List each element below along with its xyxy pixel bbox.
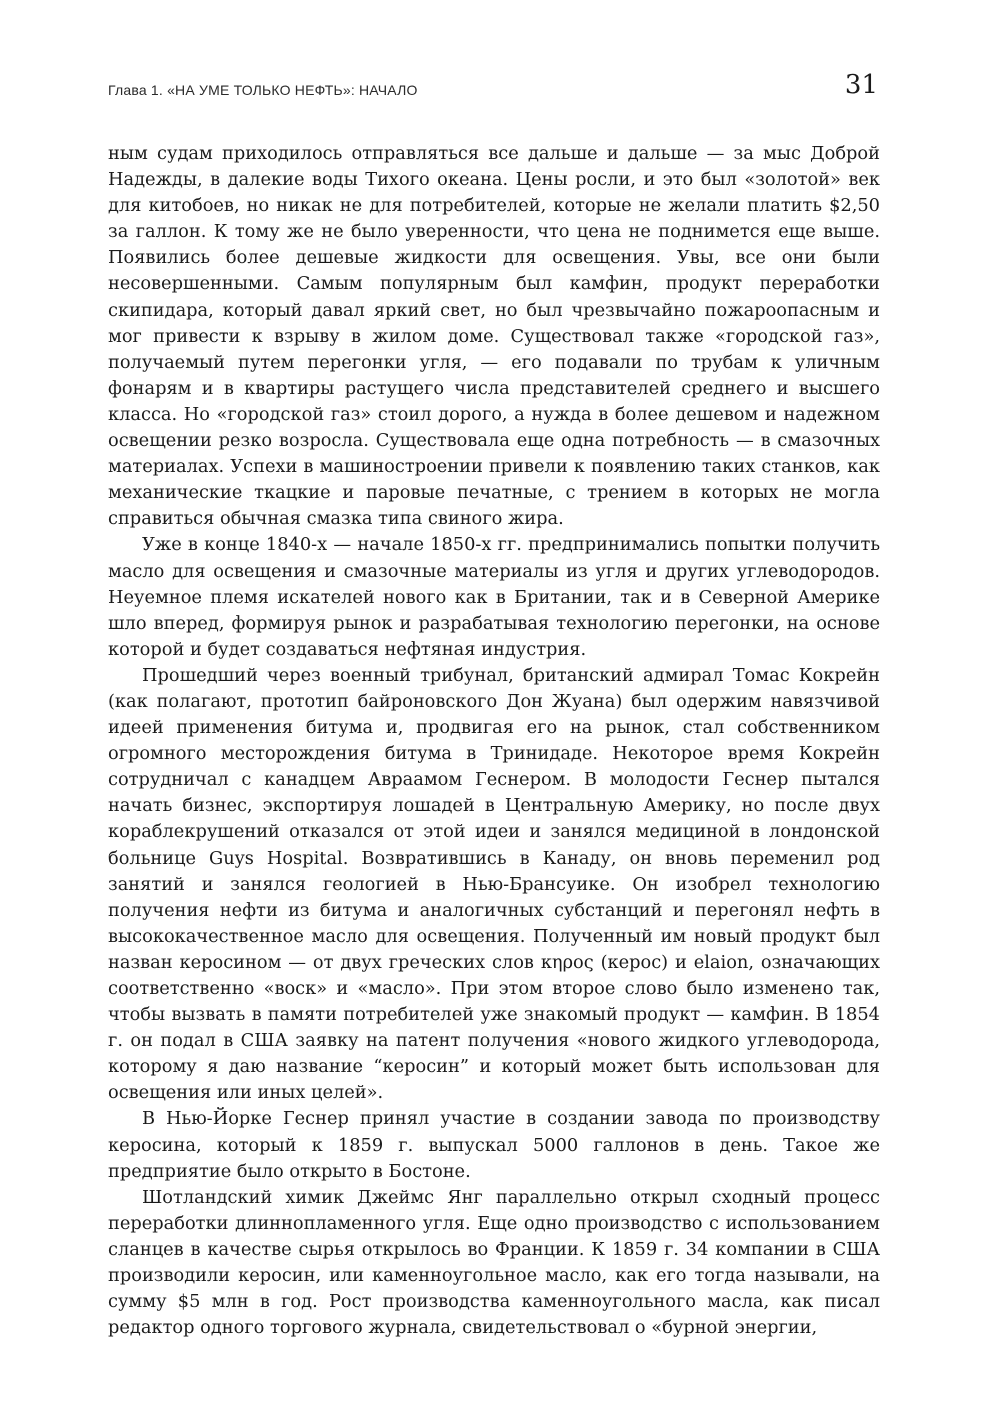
paragraph-3: Прошедший через военный трибунал, британский адмирал Томас Кокрейн (как полагают, прототип байроновского Дон Жуана) был одержим навязчивой идеей применения битума и, продвигая его на рынок, стал собственником огромного месторождения битума в Тринидаде. Некоторое время Кокрейн сотрудничал с канадцем Авраамом Геснером. В молодости Геснер пытался начать бизнес, экспортируя лошадей в Центральную Америку, но после двух кораблекрушений отказался от этой идеи и занялся медициной в лондонской больнице Guys Hospital. Возвратившись в Канаду, он вновь переменил род занятий и занялся геологией в Нью-Брансуике. Он изобрел технологию получения нефти из битума и аналогичных субстанций и перегонял нефть в высококачественное масло для освещения. Полученный им новый продукт был назван керосином — от двух греческих слов κηρος (керос) и elaion, означающих соответственно «воск» и «масло». При этом второе слово было изменено так, чтобы вызвать в памяти потребителей уже знакомый продукт — камфин. В 1854 г. он подал в США заявку на патент получения «нового жидкого углеводорода, которому я даю название “керосин” и который может быть использован для освещения или иных целей». xyxy=(108,664,880,1104)
body-text xyxy=(108,141,880,1341)
paragraph-1: ным судам приходилось отправляться все дальше и дальше — за мыс Доброй Надежды, в далекие воды Тихого океана. Цены росли, и это был «золотой» век для китобоев, но никак не для потребителей, которые не желали платить $2,50 за галлон. К тому же не было уверенности, что цена не поднимется еще выше. Появились более дешевые жидкости для освещения. Увы, все они были несовершенными. Самым популярным был камфин, продукт переработки скипидара, который давал яркий свет, но был чрезвычайно пожароопасным и мог привести к взрыву в жилом доме. Существовал также «городской газ», получаемый путем перегонки угля, — его подавали по трубам к уличным фонарям и в квартиры растущего числа представителей среднего и высшего класса. Но «городской газ» стоил дорого, а нужда в более дешевом и надежном освещении резко возросла. Существовала еще одна потребность — в смазочных материалах. Успехи в машиностроении привели к появлению таких станков, как механические ткацкие и паровые печатные, с трением в которых не могла справиться обычная смазка типа свиного жира. xyxy=(108,143,880,530)
running-head: Глава 1. «НА УМЕ ТОЛЬКО НЕФТЬ»: НАЧАЛО xyxy=(108,82,418,98)
paragraph-2: Уже в конце 1840-х — начале 1850-х гг. предпринимались попытки получить масло для освещения и смазочные материалы из угля и других углеводородов. Неуемное племя искателей нового как в Британии, так и в Северной Америке шло вперед, формируя рынок и разрабатывая технологию перегонки, на основе которой и будет создаваться нефтяная индустрия. xyxy=(108,534,880,660)
page-number: 31 xyxy=(844,70,878,100)
paragraph-5: Шотландский химик Джеймс Янг параллельно открыл сходный процесс переработки длиннопламенного угля. Еще одно производство с использованием сланцев в качестве сырья открылось во Франции. К 1859 г. 34 компании в США производили керосин, или каменноугольное масло, как его тогда называли, на сумму $5 млн в год. Рост производства каменноугольного масла, как писал редактор одного торгового журнала, свидетельствовал о «бурной энергии, xyxy=(108,1186,880,1339)
paragraph-4: В Нью-Йорке Геснер принял участие в создании завода по производству керосина, который к 1859 г. выпускал 5000 галлонов в день. Такое же предприятие было открыто в Бостоне. xyxy=(108,1108,880,1182)
